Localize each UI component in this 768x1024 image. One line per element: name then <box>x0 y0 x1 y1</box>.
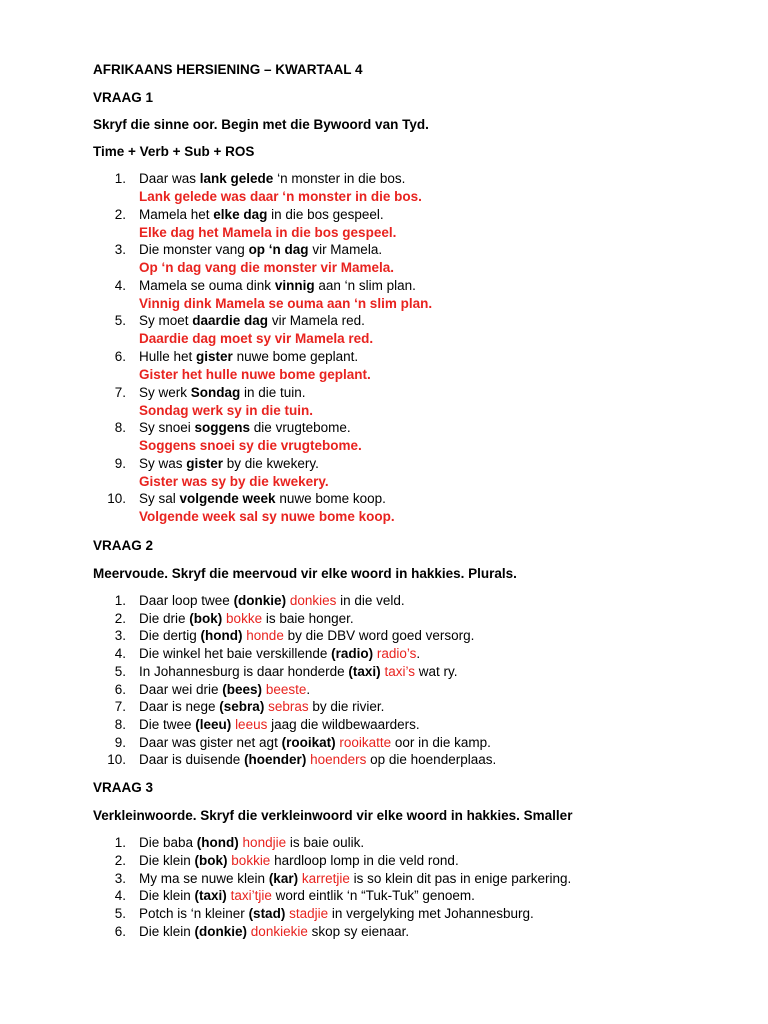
sentence-text: Daar is duisende <box>139 752 245 768</box>
sentence-text: Daar loop twee <box>139 593 234 608</box>
bracket-word: (stad) <box>248 906 286 922</box>
sentence <box>139 906 534 921</box>
sentence <box>139 646 420 661</box>
answer-word: donkies <box>289 593 337 608</box>
sentence-text: Die baba <box>139 835 197 850</box>
answer-word: stadjie <box>289 906 329 922</box>
sentence <box>139 835 364 850</box>
sentence-text: Die dertig <box>139 628 201 644</box>
answer-word: sebras <box>268 699 309 715</box>
sentence-text: Daar is nege <box>139 699 220 715</box>
section-2-heading: VRAAG 2 <box>93 538 154 553</box>
sentence <box>139 593 405 608</box>
item-number: 5. <box>114 313 126 329</box>
sentence-text: in die veld. <box>336 593 405 608</box>
time-adverb: vinnig <box>274 277 315 293</box>
sentence-text: Die drie <box>139 610 190 626</box>
sentence-text: is so klein dit pas in enige parkering. <box>349 870 572 886</box>
answer-word: taxi’tjie <box>230 888 272 904</box>
document-title: AFRIKAANS HERSIENING – KWARTAAL 4 <box>93 62 363 77</box>
item-number: 5. <box>114 663 126 679</box>
answer-sentence: Volgende week sal sy nuwe bome koop. <box>139 509 395 525</box>
sentence-text: oor in die kamp. <box>391 734 491 750</box>
time-adverb: volgende week <box>179 491 276 507</box>
item-number: 1. <box>114 835 126 850</box>
sentence-text: by die DBV word goed versorg. <box>283 628 475 644</box>
answer-word: honde <box>246 628 284 644</box>
answer-word: hondjie <box>242 835 287 850</box>
item-number: 10. <box>107 491 126 507</box>
sentence-text: jaag die wildbewaarders. <box>267 716 420 732</box>
answer-word: leeus <box>235 716 268 732</box>
sentence-text: Sy moet <box>139 313 193 329</box>
item-number: 8. <box>114 420 126 436</box>
sentence <box>139 456 319 471</box>
sentence-text: Sy werk <box>139 384 191 400</box>
section-1-heading: VRAAG 1 <box>93 90 154 105</box>
sentence <box>139 682 310 697</box>
bracket-word: (donkie) <box>194 924 248 939</box>
item-number: 8. <box>114 716 126 732</box>
item-number: 9. <box>114 455 126 471</box>
answer-sentence: Elke dag het Mamela in die bos gespeel. <box>139 224 397 240</box>
sentence-text: Mamela het <box>139 206 214 222</box>
time-adverb: op ‘n dag <box>248 242 309 258</box>
bracket-word: (taxi) <box>194 888 227 904</box>
time-adverb: gister <box>186 455 224 471</box>
bracket-word: (bees) <box>222 681 263 697</box>
section-3-instruction: Verkleinwoorde. Skryf die verkleinwoord vir elke woord in hakkies. Smaller <box>93 808 573 823</box>
sentence-text: Die klein <box>139 924 195 939</box>
answer-sentence: Op ‘n dag vang die monster vir Mamela. <box>139 260 395 276</box>
sentence-text: Die winkel het baie verskillende <box>139 646 332 662</box>
section-2-instruction: Meervoude. Skryf die meervoud vir elke woord in hakkies. Plurals. <box>93 566 517 581</box>
sentence-text: op die hoenderplaas. <box>366 752 497 768</box>
sentence-text: is baie honger. <box>262 610 354 626</box>
sentence <box>139 349 358 364</box>
time-adverb: elke dag <box>213 206 268 222</box>
sentence-text: in vergelyking met Johannesburg. <box>328 906 534 922</box>
sentence-text: My ma se nuwe klein <box>139 870 269 886</box>
time-adverb: soggens <box>194 420 251 436</box>
bracket-word: (kar) <box>268 870 299 886</box>
item-number: 4. <box>114 888 126 904</box>
sentence-text: aan ‘n slim plan. <box>314 277 416 293</box>
answer-word: karretjie <box>301 870 350 886</box>
sentence <box>139 242 382 257</box>
item-number: 4. <box>114 646 126 662</box>
sentence <box>139 491 386 506</box>
item-number: 10. <box>107 752 126 768</box>
item-number: 7. <box>114 699 126 715</box>
sentence <box>139 888 475 903</box>
sentence <box>139 171 405 186</box>
sentence <box>139 924 409 939</box>
sentence-text: by die kwekery. <box>223 455 319 471</box>
bracket-word: (hoender) <box>244 752 307 768</box>
item-number: 7. <box>114 384 126 400</box>
sentence-text: Hulle het <box>139 349 197 364</box>
sentence-text: vir Mamela red. <box>268 313 365 329</box>
item-number: 3. <box>114 242 126 258</box>
answer-sentence: Vinnig dink Mamela se ouma aan ‘n slim plan. <box>139 295 433 311</box>
bracket-word: (rooikat) <box>281 734 336 750</box>
sentence <box>139 664 457 679</box>
sentence-text: wat ry. <box>414 663 458 679</box>
answer-word: donkiekie <box>250 924 308 939</box>
sentence <box>139 207 384 222</box>
bracket-word: (bok) <box>189 610 223 626</box>
sentence <box>139 278 416 293</box>
sentence-text: nuwe bome koop. <box>275 491 386 507</box>
sentence-text: in die tuin. <box>240 384 306 400</box>
item-number: 2. <box>114 852 126 868</box>
sentence-text: Sy snoei <box>139 420 195 436</box>
sentence-text: Die klein <box>139 888 195 904</box>
sentence <box>139 420 351 435</box>
item-number: 3. <box>114 870 126 886</box>
sentence <box>139 611 354 626</box>
bracket-word: (hond) <box>200 628 243 644</box>
bracket-word: (taxi) <box>348 663 381 679</box>
sentence <box>139 717 420 732</box>
answer-sentence: Lank gelede was daar ‘n monster in die bos. <box>139 189 422 204</box>
sentence-text: by die rivier. <box>308 699 385 715</box>
sentence <box>139 871 571 886</box>
sentence <box>139 853 459 868</box>
sentence <box>139 735 491 750</box>
answer-word: taxi’s <box>384 663 415 679</box>
sentence-text: . <box>416 646 421 662</box>
sentence-text: Die monster vang <box>139 242 249 258</box>
answer-word: bokke <box>226 610 263 626</box>
item-number: 5. <box>114 906 126 922</box>
sentence-text: skop sy eienaar. <box>307 924 410 939</box>
time-adverb: gister <box>196 349 233 364</box>
time-adverb: lank gelede <box>199 171 274 186</box>
answer-sentence: Gister was sy by die kwekery. <box>139 473 329 489</box>
bracket-word: (hond) <box>196 835 239 850</box>
answer-word: rooikatte <box>339 734 392 750</box>
sentence <box>139 752 496 767</box>
section-1-instruction: Skryf die sinne oor. Begin met die Bywoord van Tyd. <box>93 117 429 132</box>
sentence-text: Daar wei drie <box>139 681 223 697</box>
sentence-text: . <box>306 681 311 697</box>
sentence <box>139 699 384 714</box>
answer-word: bokkie <box>231 852 271 868</box>
item-number: 6. <box>114 349 126 364</box>
sentence-text: In Johannesburg is daar honderde <box>139 663 349 679</box>
item-number: 1. <box>114 593 126 608</box>
sentence-text: die vrugtebome. <box>250 420 351 436</box>
sentence-text: Mamela se ouma dink <box>139 277 275 293</box>
item-number: 9. <box>114 734 126 750</box>
item-number: 2. <box>114 206 126 222</box>
time-adverb: daardie dag <box>192 313 269 329</box>
item-number: 6. <box>114 924 126 939</box>
answer-sentence: Daardie dag moet sy vir Mamela red. <box>139 331 374 347</box>
sentence-text: ‘n monster in die bos. <box>273 171 406 186</box>
sentence <box>139 628 474 643</box>
item-number: 4. <box>114 277 126 293</box>
sentence-text: in die bos gespeel. <box>267 206 384 222</box>
answer-sentence: Sondag werk sy in die tuin. <box>139 402 314 418</box>
sentence-text: nuwe bome geplant. <box>232 349 359 364</box>
section-1-formula: Time + Verb + Sub + ROS <box>93 144 255 159</box>
bracket-word: (radio) <box>331 646 374 662</box>
item-number: 6. <box>114 681 126 697</box>
sentence-text: Die twee <box>139 716 196 732</box>
section-3-heading: VRAAG 3 <box>93 780 154 795</box>
bracket-word: (leeu) <box>195 716 232 732</box>
sentence <box>139 385 306 400</box>
item-number: 2. <box>114 610 126 626</box>
time-adverb: Sondag <box>190 384 241 400</box>
sentence <box>139 313 365 328</box>
answer-word: beeste <box>265 681 307 697</box>
answer-sentence: Soggens snoei sy die vrugtebome. <box>139 438 362 454</box>
item-number: 1. <box>114 171 126 186</box>
item-number: 3. <box>114 628 126 644</box>
sentence-text: Sy sal <box>139 491 180 507</box>
answer-word: hoenders <box>310 752 367 768</box>
sentence-text: word eintlik ‘n “Tuk-Tuk” genoem. <box>271 888 475 904</box>
sentence-text: vir Mamela. <box>308 242 383 258</box>
sentence-text: Sy was <box>139 455 187 471</box>
answer-word: radio’s <box>376 646 417 662</box>
sentence-text: Daar was gister net agt <box>139 734 282 750</box>
sentence-text: Daar was <box>139 171 200 186</box>
bracket-word: (donkie) <box>233 593 287 608</box>
answer-sentence: Gister het hulle nuwe bome geplant. <box>139 367 371 382</box>
bracket-word: (sebra) <box>219 699 265 715</box>
sentence-text: Potch is ‘n kleiner <box>139 906 249 922</box>
bracket-word: (bok) <box>194 852 228 868</box>
sentence-text: is baie oulik. <box>286 835 365 850</box>
sentence-text: Die klein <box>139 852 195 868</box>
sentence-text: hardloop lomp in die veld rond. <box>270 852 459 868</box>
